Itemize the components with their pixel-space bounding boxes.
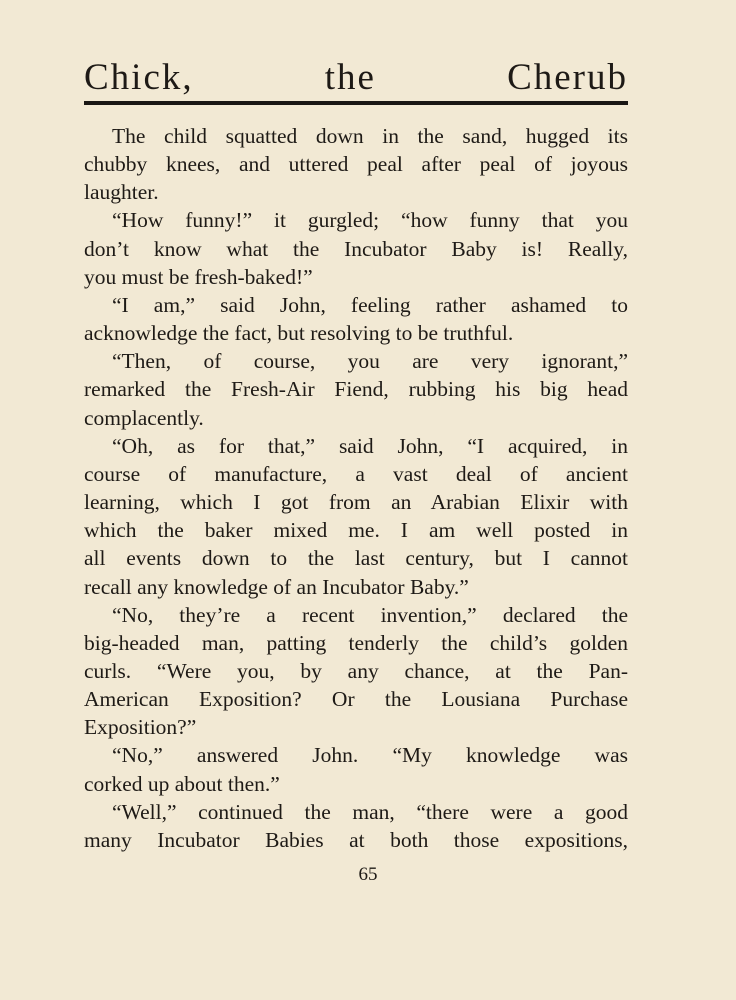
text-line: “Oh, as for that,” said John, “I acquired, in <box>112 433 628 458</box>
text-line: big-headed man, patting tenderly the child’s golden <box>84 630 628 655</box>
text-line: all events down to the last century, but I cannot <box>84 546 628 571</box>
text-line: many Incubator Babies at both those expositions, <box>84 827 628 852</box>
running-header-title: Chick, the Cherub <box>84 57 628 98</box>
paragraph <box>84 122 628 206</box>
paragraph <box>84 798 628 854</box>
text-line: curls. “Were you, by any chance, at the Pan- <box>84 658 628 683</box>
text-line: recall any knowledge of an Incubator Baby.” <box>84 574 469 599</box>
text-line: laughter. <box>84 180 159 205</box>
text-line: Exposition?” <box>84 715 197 740</box>
text-line: “Then, of course, you are very ignorant,” <box>112 349 628 374</box>
text-line: corked up about then.” <box>84 771 280 796</box>
text-line: course of manufacture, a vast deal of ancient <box>84 461 628 486</box>
text-line: “How funny!” it gurgled; “how funny that you <box>112 208 628 233</box>
paragraph <box>84 347 628 431</box>
paragraph <box>84 741 628 797</box>
text-line: “I am,” said John, feeling rather ashamed to <box>112 292 628 317</box>
text-line: “No, they’re a recent invention,” declared the <box>112 602 628 627</box>
text-line: you must be fresh-baked!” <box>84 264 313 289</box>
text-line: learning, which I got from an Arabian Elixir with <box>84 490 628 515</box>
paragraph <box>84 601 628 742</box>
text-line: acknowledge the fact, but resolving to be truthful. <box>84 321 514 346</box>
text-line: American Exposition? Or the Lousiana Purchase <box>84 687 628 712</box>
text-line: chubby knees, and uttered peal after peal of joyous <box>84 152 628 177</box>
paragraph <box>84 206 628 290</box>
text-line: don’t know what the Incubator Baby is! Really, <box>84 236 628 261</box>
page-body-text <box>84 122 628 854</box>
text-line: “No,” answered John. “My knowledge was <box>112 743 628 768</box>
page-number: 65 <box>358 864 378 885</box>
header-rule <box>84 101 628 105</box>
text-line: The child squatted down in the sand, hugged its <box>112 124 628 148</box>
paragraph <box>84 291 628 347</box>
paragraph <box>84 432 628 601</box>
text-line: “Well,” continued the man, “there were a good <box>112 799 628 824</box>
text-line: complacently. <box>84 405 204 430</box>
text-line: remarked the Fresh-Air Fiend, rubbing his big head <box>84 377 628 402</box>
text-line: which the baker mixed me. I am well posted in <box>84 518 628 543</box>
